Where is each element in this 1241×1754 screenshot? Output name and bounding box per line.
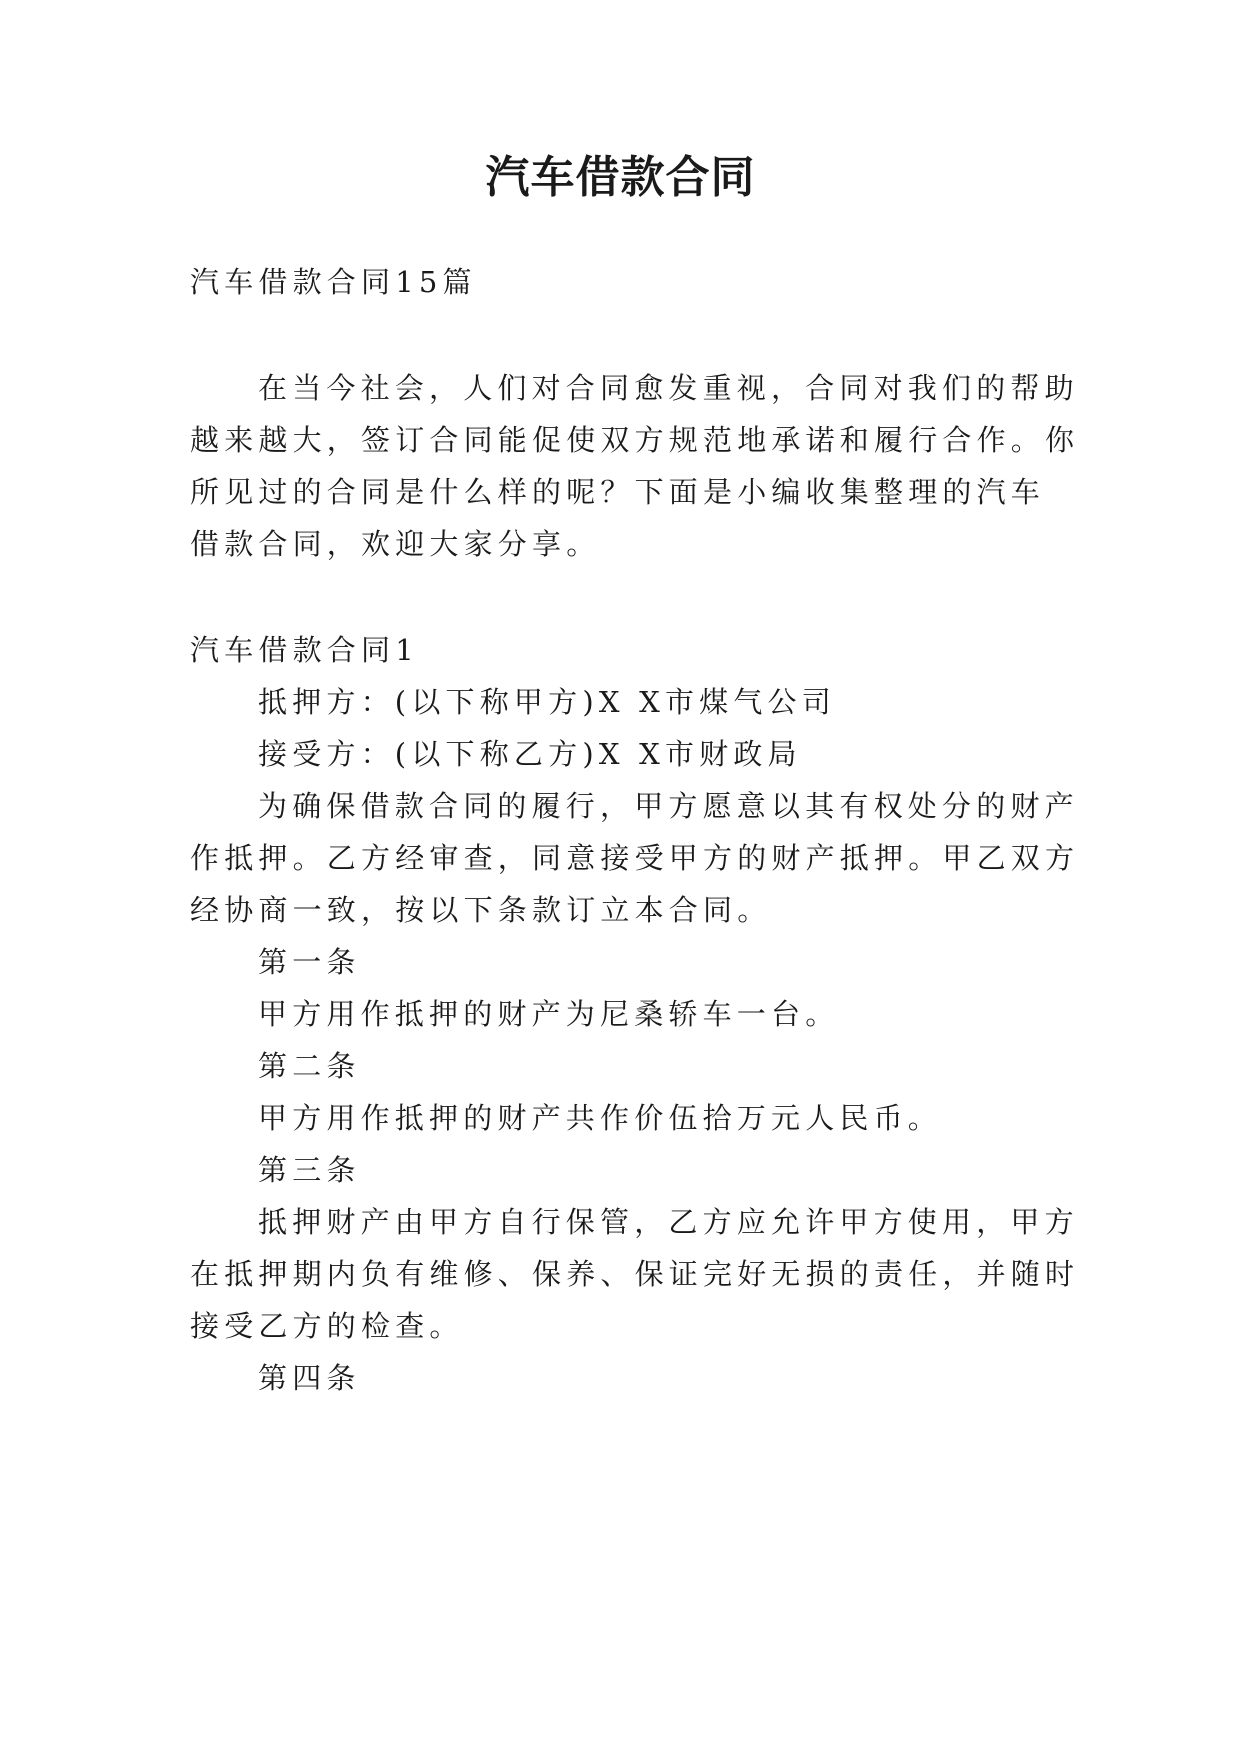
- article-3-line: 抵押财产由甲方自行保管，乙方应允许甲方使用，甲方: [258, 1205, 1079, 1239]
- party-a: 抵押方：(以下称甲方)X X市煤气公司: [258, 685, 836, 719]
- article-2-text: 甲方用作抵押的财产共作价伍拾万元人民币。: [258, 1101, 943, 1135]
- article-1-text: 甲方用作抵押的财产为尼桑轿车一台。: [258, 997, 840, 1031]
- intro-line: 在当今社会，人们对合同愈发重视，合同对我们的帮助: [258, 371, 1079, 405]
- purpose-line: 经协商一致，按以下条款订立本合同。: [190, 893, 772, 927]
- purpose-line: 为确保借款合同的履行，甲方愿意以其有权处分的财产: [258, 789, 1079, 823]
- contract-heading: 汽车借款合同1: [190, 633, 419, 667]
- article-3-title: 第三条: [258, 1153, 361, 1187]
- article-3-line: 接受乙方的检查。: [190, 1309, 464, 1343]
- article-1-title: 第一条: [258, 945, 361, 979]
- document-subtitle: 汽车借款合同15篇: [190, 265, 477, 299]
- article-3-line: 在抵押期内负有维修、保养、保证完好无损的责任，并随时: [190, 1257, 1080, 1291]
- purpose-line: 作抵押。乙方经审查，同意接受甲方的财产抵押。甲乙双方: [190, 841, 1080, 875]
- article-4-title: 第四条: [258, 1361, 361, 1395]
- intro-line: 借款合同，欢迎大家分享。: [190, 527, 601, 561]
- document-title: 汽车借款合同: [485, 152, 756, 203]
- article-2-title: 第二条: [258, 1049, 361, 1083]
- intro-line: 越来越大，签订合同能促使双方规范地承诺和履行合作。你: [190, 423, 1080, 457]
- intro-line: 所见过的合同是什么样的呢？下面是小编收集整理的汽车: [190, 475, 1046, 509]
- party-b: 接受方：(以下称乙方)X X市财政局: [258, 737, 802, 771]
